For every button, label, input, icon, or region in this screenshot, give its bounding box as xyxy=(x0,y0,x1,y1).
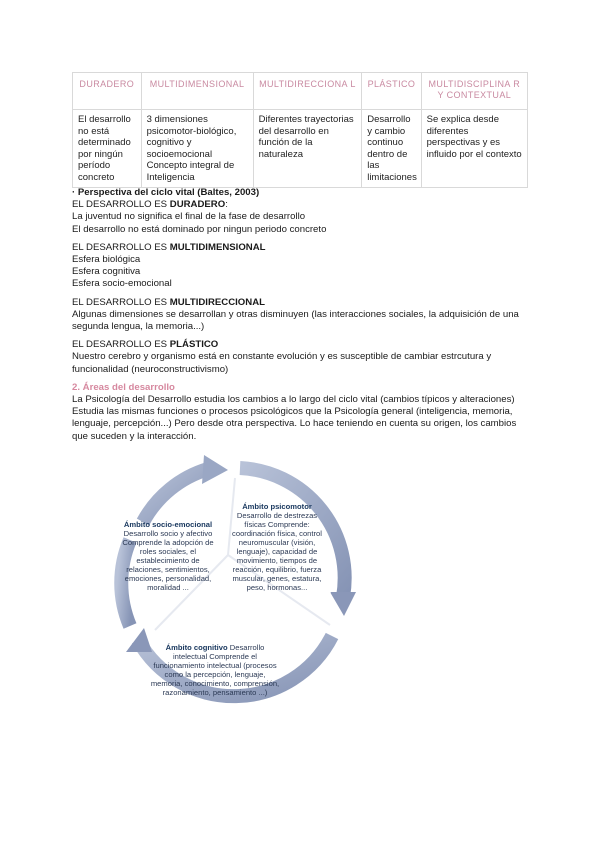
psychomotor-title: Ámbito psicomotor xyxy=(242,502,312,511)
socio-emotional-label xyxy=(122,520,214,592)
cell-plastico: Desarrollo y cambio continuo dentro de las limitaciones xyxy=(362,110,421,188)
arrow-head-right xyxy=(330,592,356,616)
section-title: 2. Áreas del desarrollo xyxy=(72,381,175,393)
development-properties-table xyxy=(72,72,528,188)
duradero-bold: DURADERO xyxy=(169,199,226,211)
perspective-heading xyxy=(72,187,530,199)
multidim-bold: MULTIDIMENSIONAL xyxy=(169,241,266,253)
header-plastico: PLÁSTICO xyxy=(362,73,421,110)
table-header-row xyxy=(73,73,528,110)
multidim-line-2: Esfera cognitiva xyxy=(72,266,141,278)
areas-paragraph-2: Estudia las mismas funciones o procesos psicológicos que la Psicología general (inteligencia, memoria, lenguaje, percepción...) Pero desde otra perspectiva. Lo hace teniendo en cuenta su origen, los cambios que suceden y la interacción. xyxy=(72,406,517,442)
duradero-suffix: : xyxy=(225,199,228,211)
cell-multidireccional: Diferentes trayectorias del desarrollo en función de la naturaleza xyxy=(253,110,362,188)
multidir-line-1: Algunas dimensiones se desarrollan y otras disminuyen (las interacciones sociales, la adquisición de una segunda lengua, la memoria...) xyxy=(72,308,519,333)
body-text xyxy=(72,187,530,443)
plastico-bold: PLÁSTICO xyxy=(169,339,219,351)
duradero-line-2: El desarrollo no está dominado por ningun periodo concreto xyxy=(72,223,327,235)
areas-paragraph-1: La Psicología del Desarrollo estudia los cambios a lo largo del ciclo vital (cambios típicos y alteraciones) xyxy=(72,394,515,406)
cognitive-title: Ámbito cognitivo xyxy=(165,643,228,652)
psychomotor-body: Desarrollo de destrezas físicas Comprende: coordinación física, control neuromuscular (visión, lenguaje), capacidad de movimiento, tiempos de reacción, equilibrio, fuerza muscular, genes, estatura, peso, hormonas... xyxy=(232,511,322,592)
plastico-line-1: Nuestro cerebro y organismo está en constante evolución y es susceptible de cambiar estrcutura y funcionalidad (neuroconstructivismo) xyxy=(72,351,492,375)
multidim-line-1: Esfera biológica xyxy=(72,254,141,266)
cognitive-body: Desarrollo intelectual Comprende el funcionamiento intelectual (procesos como la percepción, lenguaje, memoria, conocimiento, comprensión, razonamiento, pensamiento ...) xyxy=(150,643,280,697)
multidim-prefix: EL DESARROLLO ES xyxy=(72,241,170,253)
plastico-prefix: EL DESARROLLO ES xyxy=(72,339,170,351)
header-multidisciplinar: MULTIDISCIPLINA R Y CONTEXTUAL xyxy=(421,73,527,110)
psychomotor-label xyxy=(228,502,326,592)
socio-emotional-body: Desarrollo socio y afectivo Comprende la adopción de roles sociales, el establecimiento de relaciones, sentimientos, emociones, personalidad, moralidad ... xyxy=(122,529,214,592)
table-row xyxy=(73,110,528,188)
development-areas-diagram xyxy=(100,440,370,710)
header-multidimensional: MULTIDIMENSIONAL xyxy=(141,73,253,110)
multidir-heading xyxy=(72,297,530,309)
cognitive-label xyxy=(150,643,280,697)
socio-emotional-title: Ámbito socio-emocional xyxy=(123,520,213,529)
plastico-heading xyxy=(72,339,530,351)
perspective-heading-text: · Perspectiva del ciclo vital (Baltes, 2003) xyxy=(72,187,260,198)
duradero-prefix: EL DESARROLLO ES xyxy=(72,199,170,211)
cell-duradero: El desarrollo no está determinado por ningún período concreto xyxy=(73,110,142,188)
header-multidireccional: MULTIDIRECCIONA L xyxy=(253,73,362,110)
arrow-head-bottom xyxy=(126,628,152,652)
multidir-prefix: EL DESARROLLO ES xyxy=(72,296,170,308)
multidir-bold: MULTIDIRECCIONAL xyxy=(169,296,265,308)
multidim-heading xyxy=(72,242,530,254)
multidim-line-3: Esfera socio-emocional xyxy=(72,278,172,290)
cell-multidimensional: 3 dimensiones psicomotor-biológico, cognitivo y socioemocional Concepto integral de Inteligencia xyxy=(141,110,253,188)
arrow-head-top xyxy=(202,455,228,484)
duradero-line-1: La juventud no significa el final de la fase de desarrollo xyxy=(72,211,306,223)
cell-multidisciplinar: Se explica desde diferentes perspectivas y es influido por el contexto xyxy=(421,110,527,188)
duradero-heading xyxy=(72,199,530,211)
header-duradero: DURADERO xyxy=(73,73,142,110)
